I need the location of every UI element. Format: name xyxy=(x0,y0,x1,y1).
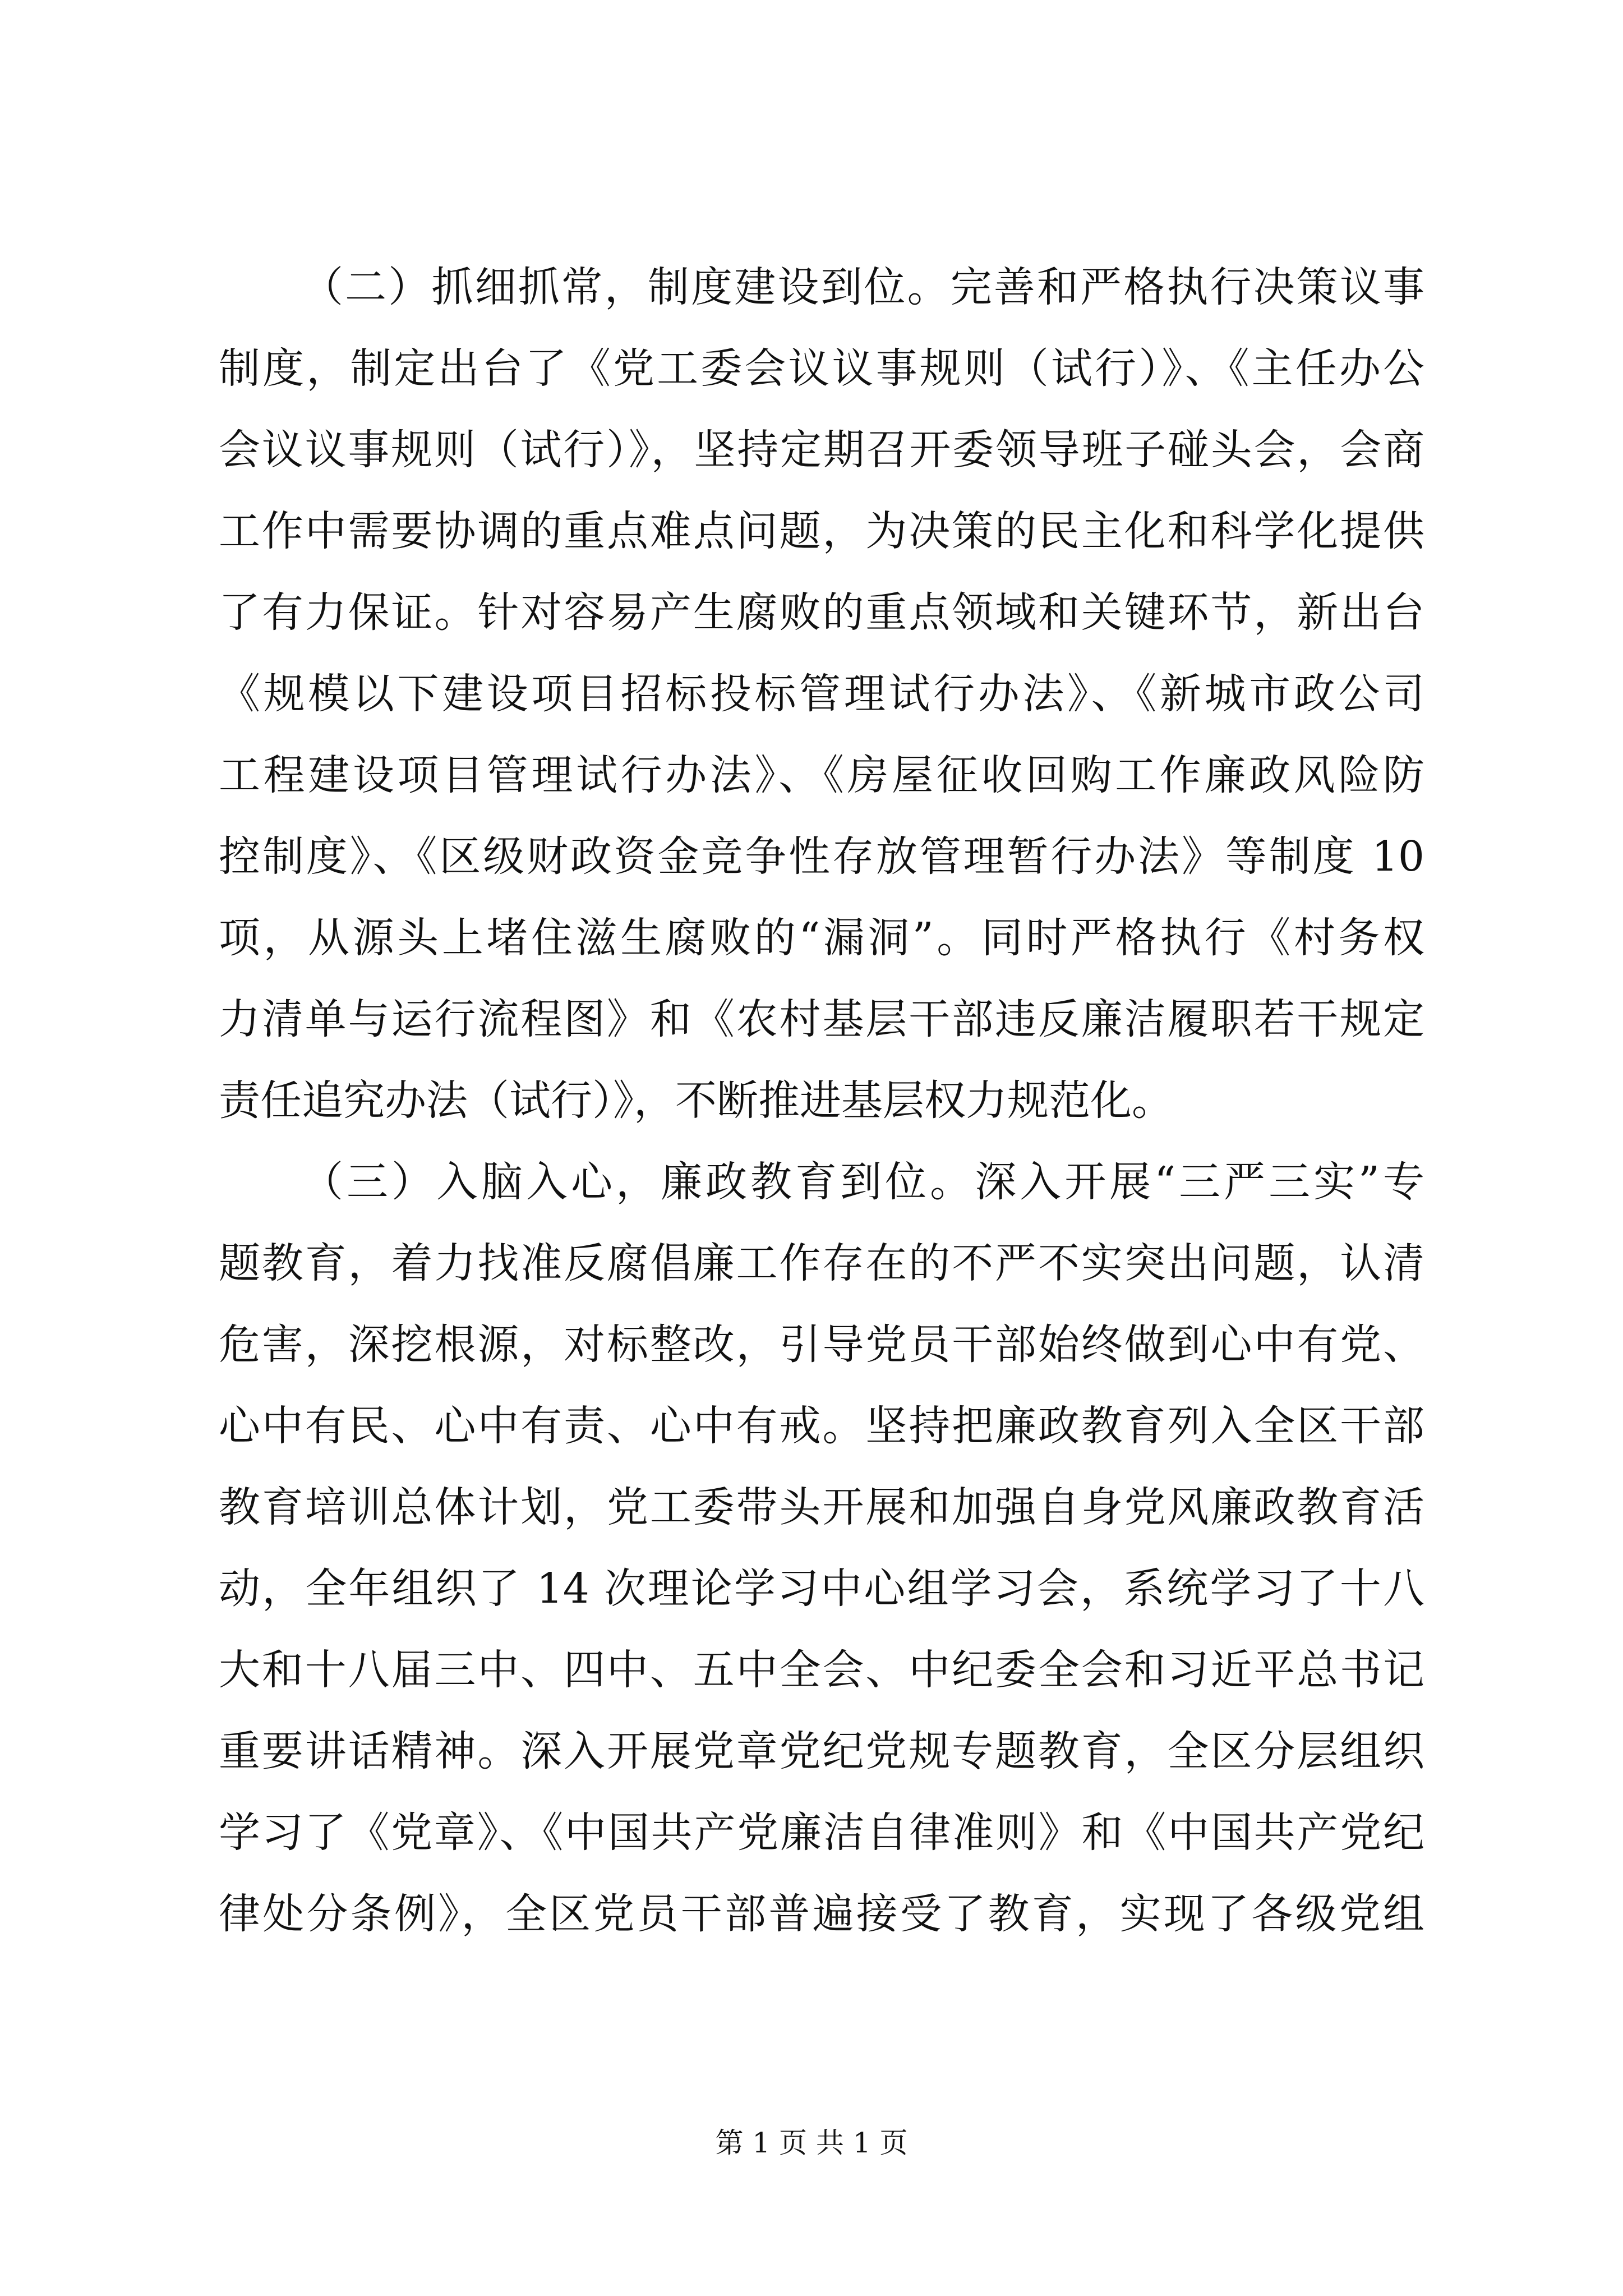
document-body xyxy=(219,247,1424,1955)
text-line: 学习了《党章》、《中国共产党廉洁自律准则》和《中国共产党纪 xyxy=(219,1809,1424,1857)
text-line: 控制度》、《区级财政资金竞争性存放管理暂行办法》等制度 10 xyxy=(219,832,1424,881)
page-footer: 第 1 页 共 1 页 xyxy=(715,2127,908,2159)
text-line: （三）入脑入心，廉政教育到位。深入开展“三严三实”专 xyxy=(302,1158,1424,1206)
text-line: 大和十八届三中、四中、五中全会、中纪委全会和习近平总书记 xyxy=(219,1646,1424,1694)
text-line: 工作中需要协调的重点难点问题，为决策的民主化和科学化提供 xyxy=(219,507,1424,555)
text-line: 动，全年组织了 14 次理论学习中心组学习会，系统学习了十八 xyxy=(219,1565,1424,1613)
text-line: 责任追究办法（试行）》，不断推进基层权力规范化。 xyxy=(219,1076,1173,1125)
text-line: 会议议事规则（试行）》，坚持定期召开委领导班子碰头会，会商 xyxy=(219,426,1424,474)
paragraph-integrity-education xyxy=(219,1142,1424,1955)
text-line: 项，从源头上堵住滋生腐败的“漏洞”。同时严格执行《村务权 xyxy=(219,914,1424,962)
text-line: （二）抓细抓常，制度建设到位。完善和严格执行决策议事 xyxy=(302,263,1424,311)
text-line: 《规模以下建设项目招标投标管理试行办法》、《新城市政公司 xyxy=(219,670,1424,718)
text-line: 了有力保证。针对容易产生腐败的重点领域和关键环节，新出台 xyxy=(219,588,1424,637)
text-line: 律处分条例》，全区党员干部普遍接受了教育，实现了各级党组 xyxy=(219,1890,1424,1938)
text-line: 工程建设项目管理试行办法》、《房屋征收回购工作廉政风险防 xyxy=(219,751,1424,799)
text-line: 题教育，着力找准反腐倡廉工作存在的不严不实突出问题，认清 xyxy=(219,1239,1424,1287)
text-line: 力清单与运行流程图》和《农村基层干部违反廉洁履职若干规定 xyxy=(219,995,1424,1043)
paragraph-institution-building xyxy=(219,247,1424,1142)
text-line: 重要讲话精神。深入开展党章党纪党规专题教育，全区分层组织 xyxy=(219,1727,1424,1775)
text-line: 制度，制定出台了《党工委会议议事规则（试行）》、《主任办公 xyxy=(219,344,1424,393)
text-line: 危害，深挖根源，对标整改，引导党员干部始终做到心中有党、 xyxy=(219,1320,1424,1369)
text-line: 教育培训总体计划，党工委带头开展和加强自身党风廉政教育活 xyxy=(219,1483,1424,1531)
text-line: 心中有民、心中有责、心中有戒。坚持把廉政教育列入全区干部 xyxy=(219,1402,1424,1450)
